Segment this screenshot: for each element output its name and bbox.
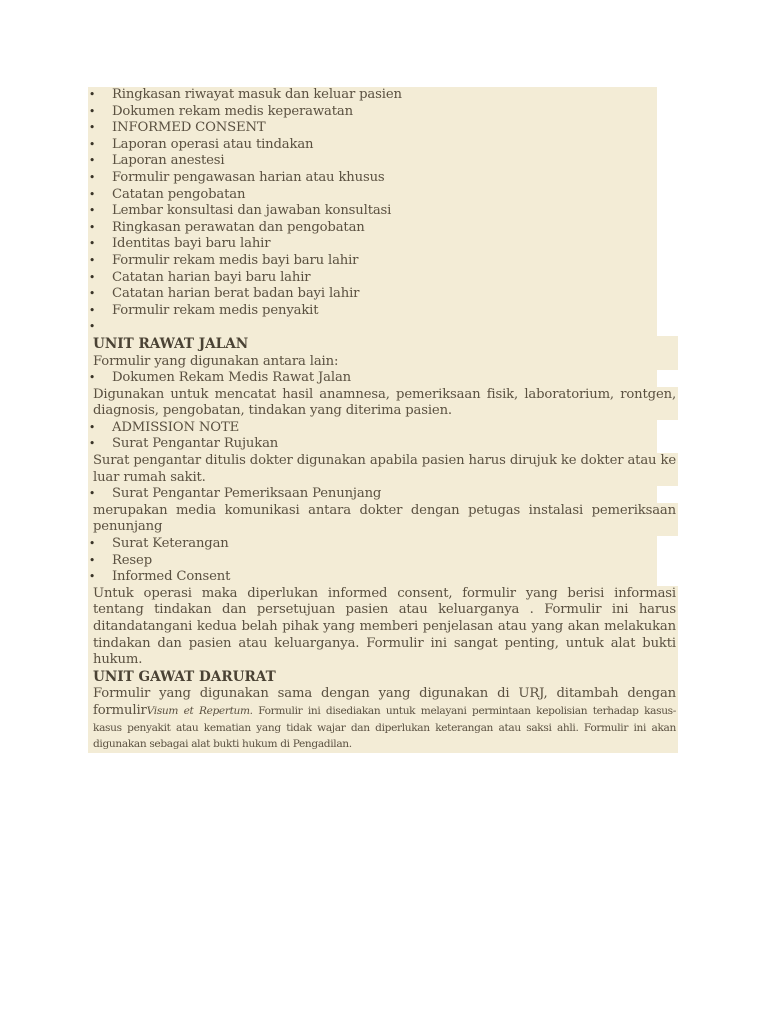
list-item-label: Dokumen Rekam Medis Rawat Jalan [112,370,352,386]
item-description [88,453,678,486]
list-item-label: INFORMED CONSENT [112,120,266,136]
bullet-icon: • [88,121,96,135]
bullet-icon: • [88,253,96,267]
bullet-icon: • [88,170,96,184]
list-item-label: Ringkasan perawatan dan pengobatan [112,219,365,235]
item-description [88,503,678,536]
bullet-icon: • [88,104,96,118]
list-item-label: Lembar konsultasi dan jawaban konsultasi [112,203,392,219]
bullet-icon: • [88,320,96,334]
bullet-icon: • [88,137,96,151]
list-item [88,137,678,154]
list-item-label: Laporan operasi atau tindakan [112,136,314,152]
paragraph-text: Formulir yang digunakan sama dengan yang digunakan di URJ, ditambah dengan formulir [93,686,676,718]
list-item [88,319,678,336]
list-item-label: Dokumen rekam medis keperawatan [112,103,353,119]
list-item-label: Surat Pengantar Rujukan [112,436,279,452]
bullet-icon: • [88,204,96,218]
gawat-darurat-paragraph [88,686,678,752]
bullet-icon: • [88,88,96,101]
section-heading: UNIT GAWAT DARURAT [93,668,276,685]
bullet-icon: • [88,270,96,284]
list-item [88,436,678,453]
list-item-label: Surat Pengantar Pemeriksaan Penunjang [112,486,382,502]
list-item [88,120,678,137]
list-item [88,553,678,570]
item-description [88,586,678,669]
list-item-label: Catatan pengobatan [112,186,246,202]
item-description-text: Digunakan untuk mencatat hasil anamnesa, pemeriksaan fisik, laboratorium, rontgen, diagnosis, pengobatan, tindakan yang diterima pasien. [93,386,676,419]
list-item-label: Formulir rekam medis penyakit [112,302,319,318]
bullet-icon: • [88,570,96,584]
bullet-icon: • [88,553,96,567]
list-item-label: Formulir pengawasan harian atau khusus [112,169,385,185]
list-item-label: Formulir rekam medis bayi baru lahir [112,252,359,268]
paragraph-italic-term: Visum et Repertum [146,704,250,717]
section-heading-gawat-darurat [88,669,678,687]
bullet-icon: • [88,537,96,551]
list-item [88,536,678,553]
bullet-icon: • [88,220,96,234]
list-item [88,170,678,187]
item-description-text: Untuk operasi maka diperlukan informed consent, formulir yang berisi informasi tentang tindakan dan persetujuan pasien atau keluarganya . Formulir ini harus ditandatangani kedua belah pihak yang memberi penjelasan atau yang akan melakukan tindakan dan pasien atau keluarganya. Formulir ini sangat penting, untuk alat bukti hukum. [93,585,676,668]
bullet-icon: • [88,237,96,251]
list-item-label: Informed Consent [112,569,231,585]
list-item-label: Laporan anestesi [112,153,225,169]
list-item [88,153,678,170]
list-item-label: ADMISSION NOTE [112,419,240,435]
list-item-label: Catatan harian berat badan bayi lahir [112,286,360,302]
list-item [88,203,678,220]
section-heading: UNIT RAWAT JALAN [93,335,249,352]
top-bullet-list [88,87,678,336]
list-item [88,187,678,204]
bullet-icon: • [88,154,96,168]
list-item-label: Identitas bayi baru lahir [112,236,271,252]
list-item [88,104,678,121]
document-page [88,87,678,753]
list-item [88,87,678,104]
list-item [88,370,678,387]
bullet-icon: • [88,437,96,451]
list-item [88,303,678,320]
bullet-icon: • [88,303,96,317]
list-item [88,253,678,270]
paragraph-text-small: . Formulir ini disediakan untuk melayani permintaan kepolisian terhadap kasus-kasus penyakit atau kematian yang tidak wajar dan diperlukan keterangan atau saksi ahli. Formulir ini akan digunakan sebagai alat bukti hukum di Pengadilan. [93,704,677,751]
list-item [88,420,678,437]
list-item [88,220,678,237]
bullet-icon: • [88,487,96,501]
bullet-icon: • [88,287,96,301]
list-item-label: Ringkasan riwayat masuk dan keluar pasien [112,87,402,102]
bullet-icon: • [88,420,96,434]
list-item [88,270,678,287]
bullet-icon: • [88,371,96,385]
intro-paragraph [88,354,678,371]
item-description-text: merupakan media komunikasi antara dokter dengan petugas instalasi pemeriksaan penunjang [93,502,676,535]
item-description [88,387,678,420]
list-item [88,286,678,303]
section-heading-rawat-jalan [88,336,678,354]
list-item-label: Surat Keterangan [112,536,229,552]
bullet-icon: • [88,187,96,201]
list-item [88,236,678,253]
list-item [88,486,678,503]
list-item [88,569,678,586]
intro-text: Formulir yang digunakan antara lain: [93,353,339,369]
list-item-label: Catatan harian bayi baru lahir [112,269,311,285]
list-item-label: Resep [112,552,152,568]
item-description-text: Surat pengantar ditulis dokter digunakan apabila pasien harus dirujuk ke dokter atau ke luar rumah sakit. [93,453,676,485]
